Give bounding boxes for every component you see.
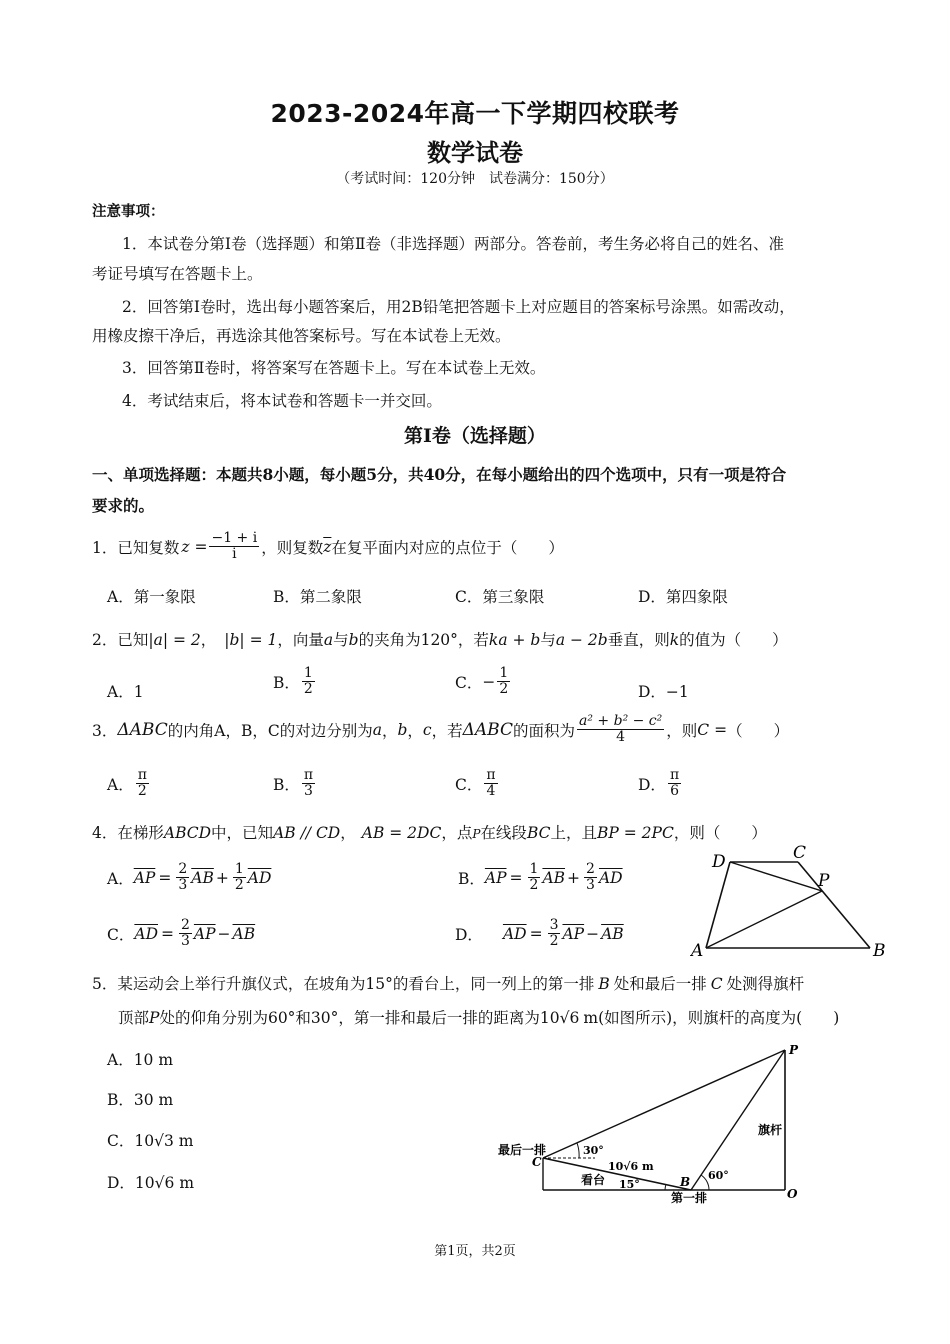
q1-denominator: i: [232, 546, 237, 563]
q4-a-frac1-num: 2: [178, 861, 188, 877]
q4-a-frac1: [176, 862, 189, 894]
q4-d-frac1-num: 3: [549, 917, 559, 933]
q3-area-den: 4: [616, 729, 626, 746]
q4-text5: 上，且: [550, 824, 597, 842]
question-3: [92, 714, 789, 746]
q4-b-v1: $\overline{AB}$: [542, 868, 566, 887]
trap-edge-ad: [706, 862, 730, 948]
fig-arc-30: [577, 1143, 579, 1158]
q4-d-lhs: $\overline{AD}$: [502, 924, 527, 943]
q2-option-c-num: 1: [499, 665, 509, 681]
q3-option-d-label: D．: [638, 775, 666, 794]
fig-label-pole: 旗杆: [758, 1123, 783, 1137]
question-2: [92, 628, 788, 650]
q2-option-c-sign: −: [482, 672, 496, 691]
q4-c-frac1: [179, 918, 192, 950]
q2-text-b: ，向量: [277, 631, 324, 649]
q3-option-c-den: 4: [486, 783, 496, 800]
q4-text6: ，则（ ）: [673, 824, 767, 842]
q4-text3: ，点: [441, 824, 473, 842]
q5-line1-c: 处测得旗杆: [726, 975, 805, 993]
q2-k: k: [669, 631, 680, 649]
q4-c-frac1-den: 3: [181, 933, 190, 950]
fig-label-b: B: [680, 1175, 691, 1189]
fig-label-30: 30°: [583, 1144, 604, 1157]
q3-option-d-frac: [668, 768, 681, 800]
q3-C: C =: [697, 720, 728, 739]
trap-label-c: C: [793, 845, 807, 863]
q2-option-c-den: 2: [499, 681, 509, 698]
trap-segment-dp: [730, 862, 822, 891]
q1-option-c[interactable]: C．第三象限: [455, 588, 545, 606]
q4-b-label: B．: [458, 869, 485, 888]
q4-option-c[interactable]: [107, 918, 255, 950]
q4-c-lhs: $\overline{AD}$: [134, 924, 158, 943]
q4-b-eq: =: [509, 868, 523, 887]
q4-d-minus: −: [586, 924, 600, 943]
q2-option-c-frac: [497, 666, 510, 698]
q3-text-e: （ ）: [727, 721, 790, 740]
q2-text-e: 垂直，则: [607, 631, 670, 649]
q1-option-b[interactable]: B．第二象限: [273, 588, 362, 606]
fig-label-o: O: [787, 1187, 798, 1201]
question-1: [92, 531, 564, 563]
q3-option-b-label: B．: [273, 775, 300, 794]
q1-z-eq: z =: [181, 537, 208, 556]
note-2-cont: 用橡皮擦干净后，再选涂其他答案标号。写在本试卷上无效。: [92, 327, 511, 345]
notes-heading: 注意事项：: [92, 203, 165, 220]
q4-bp: BP = 2PC: [597, 824, 674, 842]
q5-P: P: [149, 1009, 160, 1027]
q5-line1-b: 处和最后一排: [613, 975, 707, 993]
q4-point-p: P: [472, 827, 481, 841]
note-1: 1．本试卷分第Ⅰ卷（选择题）和第Ⅱ卷（非选择题）两部分。答卷前，考生务必将自己的姓名、准: [122, 235, 785, 253]
q4-d-v2: $\overline{AB}$: [601, 924, 624, 943]
q4-a-plus: +: [215, 868, 229, 887]
q3-option-a-label: A．: [107, 775, 134, 794]
q5-option-b[interactable]: B．30 m: [107, 1091, 174, 1109]
trap-edge-cb: [798, 862, 870, 948]
trap-label-a: A: [691, 941, 704, 961]
q4-b-frac2-den: 3: [586, 877, 595, 894]
exam-subtitle: 数学试卷: [427, 139, 523, 167]
q2-sep: ，: [200, 631, 217, 649]
q2-option-c-label: C．: [455, 673, 483, 692]
q3-option-d-den: 6: [670, 783, 679, 800]
q1-option-d[interactable]: D．第四象限: [638, 588, 728, 606]
q3-option-b-frac: [302, 768, 315, 800]
q4-option-a[interactable]: [107, 862, 271, 894]
q3-text-b: ，若: [431, 721, 463, 740]
q4-b-frac1-den: 2: [529, 877, 539, 894]
q3-area-num: a² + b² − c²: [579, 713, 663, 729]
trap-label-d: D: [712, 852, 726, 872]
q4-b-v2: $\overline{AD}$: [598, 868, 623, 887]
note-1-cont: 考证号填写在答题卡上。: [92, 265, 263, 283]
q4-a-frac2: [233, 862, 246, 894]
q3-c: c: [422, 720, 432, 739]
q4-a-frac1-den: 3: [178, 877, 188, 894]
q4-eq: AB = 2DC: [361, 824, 442, 842]
q5-line1-a: 5．某运动会上举行升旗仪式，在坡角为15°的看台上，同一列上的第一排: [92, 975, 595, 993]
fig-label-dist: 10√6 m: [608, 1160, 654, 1173]
q4-abcd: ABCD: [163, 824, 212, 842]
fig-label-stand: 看台: [581, 1173, 606, 1187]
q1-suffix2: 在复平面内对应的点位于（ ）: [331, 538, 564, 557]
q2-yu: 与: [333, 631, 349, 649]
q2-expr2: a − 2b: [555, 631, 608, 649]
q3-option-a-num: π: [137, 767, 147, 783]
q2-option-b-label: B．: [273, 673, 300, 692]
q4-b-frac2-num: 2: [586, 861, 595, 877]
q2-vector-b: b: [348, 631, 359, 649]
q4-b-frac1: [528, 862, 541, 894]
q4-c-label: C．: [107, 925, 135, 944]
fig-label-15: 15°: [619, 1178, 640, 1191]
q4-a-v2: $\overline{AD}$: [247, 868, 272, 887]
trap-segment-ap: [706, 891, 822, 948]
q3-num-label: 3．: [92, 721, 118, 740]
exam-time-info: （考试时间：120分钟 试卷满分：150分）: [336, 171, 614, 187]
q3-option-c[interactable]: [455, 768, 500, 800]
q1-prefix: 1．已知复数: [92, 538, 180, 557]
q3-comma-2: ，: [407, 721, 423, 740]
page-number: 第1页，共2页: [434, 1244, 516, 1259]
q3-option-c-label: C．: [455, 775, 483, 794]
q3-text-a: 的内角A，B，C的对边分别为: [167, 721, 373, 740]
q1-suffix: ，则复数: [261, 538, 324, 557]
q5-line2-c: m(如图所示)，则旗杆的高度为( ): [583, 1009, 840, 1027]
trap-label-b: B: [873, 941, 886, 961]
q4-a-label: A．: [107, 869, 134, 888]
q3-a: a: [372, 720, 382, 739]
q5-line2-a: 顶部: [118, 1009, 150, 1027]
q2-option-b[interactable]: [273, 666, 317, 698]
q1-numerator: −1 + i: [211, 530, 258, 546]
trap-label-p: P: [818, 871, 830, 891]
q4-c1: ，: [340, 824, 356, 842]
q4-c-v1: $\overline{AP}$: [193, 924, 216, 943]
q3-option-b-den: 3: [304, 783, 313, 800]
note-4: 4．考试结束后，将本试卷和答题卡一并交回。: [122, 392, 442, 410]
q1-fraction: [209, 531, 259, 563]
fig-label-first-row: 第一排: [671, 1191, 708, 1205]
q5-option-a[interactable]: A．10 m: [107, 1051, 174, 1069]
q2-option-b-num: 1: [303, 665, 313, 681]
q4-b-lhs: $\overline{AP}$: [484, 868, 507, 887]
q5-line2-b: 处的仰角分别为60°和30°，第一排和最后一排的距离为: [159, 1009, 540, 1027]
q4-d-eq: =: [529, 924, 543, 943]
q2-option-c[interactable]: [455, 666, 512, 698]
q4-c-v2: $\overline{AB}$: [232, 924, 256, 943]
q2-option-b-den: 2: [303, 681, 313, 698]
q4-a-frac2-num: 1: [234, 861, 244, 877]
q4-option-d[interactable]: [455, 918, 624, 950]
q3-option-a-frac: [136, 768, 149, 800]
q4-a-lhs: $\overline{AP}$: [133, 868, 156, 887]
q3-option-c-num: π: [486, 767, 496, 783]
trapezoid-figure: [690, 845, 895, 965]
q2-text-d: 与: [540, 631, 556, 649]
q4-text: 4．在梯形: [92, 824, 164, 842]
q4-b-plus: +: [567, 868, 581, 887]
q2-vector-a: a: [323, 631, 334, 649]
q2-abs-b: |b| = 1: [224, 631, 278, 649]
q5-option-c[interactable]: C．10√3 m: [107, 1132, 194, 1150]
q4-option-b[interactable]: [458, 862, 623, 894]
q3-option-a-den: 2: [137, 783, 147, 800]
q4-parallel: AB // CD: [273, 824, 341, 842]
q2-text-a: 2．已知: [92, 631, 149, 649]
q2-option-d[interactable]: D．−1: [638, 683, 689, 701]
q3-option-a[interactable]: [107, 768, 151, 800]
q3-option-d-num: π: [669, 767, 680, 783]
q5-C: C: [710, 975, 723, 993]
q4-b-frac1-num: 1: [529, 861, 539, 877]
q4-a-eq: =: [158, 868, 172, 887]
fig-label-last-row: 最后一排: [498, 1143, 547, 1157]
q4-a-v1: $\overline{AB}$: [191, 868, 214, 887]
fig-label-p: P: [789, 1043, 799, 1057]
question-5-line2: [118, 1006, 839, 1028]
q3-text-d: ，则: [666, 721, 698, 740]
q3-option-b[interactable]: [273, 768, 317, 800]
note-2: 2．回答第Ⅰ卷时，选出每小题答案后，用2B铅笔把答题卡上对应题目的答案标号涂黑。如需改动，: [122, 298, 795, 316]
q4-text2: 中，已知: [211, 824, 274, 842]
q4-d-label: D．: [455, 925, 483, 944]
q4-c-eq: =: [161, 924, 174, 943]
section-instruction-cont: 要求的。: [92, 496, 155, 515]
q2-option-b-frac: [302, 666, 315, 698]
q2-text-c: 的夹角为120°，若: [358, 631, 489, 649]
q2-expr1: ka + b: [488, 631, 541, 649]
exam-title: 2023-2024年高一下学期四校联考: [270, 99, 680, 128]
q4-d-frac1-den: 2: [549, 933, 559, 950]
fig-label-c: C: [532, 1155, 542, 1169]
q3-comma-1: ，: [381, 721, 398, 740]
question-5-line1: [92, 972, 804, 994]
q4-d-v1: $\overline{AP}$: [562, 924, 585, 943]
q3-triangle-2: ΔABC: [462, 719, 513, 740]
q2-text-f: 的值为（ ）: [679, 631, 788, 649]
q5-option-d[interactable]: D．10√6 m: [107, 1174, 195, 1192]
q4-text4: 在线段: [480, 824, 527, 842]
q3-option-d[interactable]: [638, 768, 683, 800]
q4-c-frac1-num: 2: [181, 917, 190, 933]
flagpole-figure: [495, 1040, 815, 1210]
q3-area-fraction: [577, 714, 664, 746]
question-4: [92, 821, 767, 843]
q4-bc: BC: [526, 824, 551, 842]
q5-B: B: [598, 975, 610, 993]
fig-label-60: 60°: [708, 1169, 729, 1182]
q3-triangle: ΔABC: [117, 719, 168, 740]
note-3: 3．回答第Ⅱ卷时，将答案写在答题卡上。写在本试卷上无效。: [122, 359, 546, 377]
q1-zbar: $\overline{z}$: [323, 537, 332, 556]
q5-dist: 10√6: [539, 1009, 580, 1027]
q4-c-minus: −: [217, 924, 231, 943]
section-instruction: 一、单项选择题：本题共8小题，每小题5分，共40分，在每小题给出的四个选项中，只有一项是符合: [92, 465, 787, 484]
q2-option-a[interactable]: A．1: [107, 683, 144, 701]
q3-option-c-frac: [484, 768, 497, 800]
q3-option-b-num: π: [303, 767, 314, 783]
q4-a-frac2-den: 2: [234, 877, 244, 894]
q2-abs-a: |a| = 2: [148, 631, 201, 649]
q3-text-c: 的面积为: [513, 721, 576, 740]
section-title: 第Ⅰ卷（选择题）: [404, 425, 546, 447]
q1-option-a[interactable]: A．第一象限: [107, 588, 196, 606]
q4-d-frac1: [548, 918, 561, 950]
q4-b-frac2: [584, 862, 597, 894]
q3-b: b: [397, 720, 408, 739]
